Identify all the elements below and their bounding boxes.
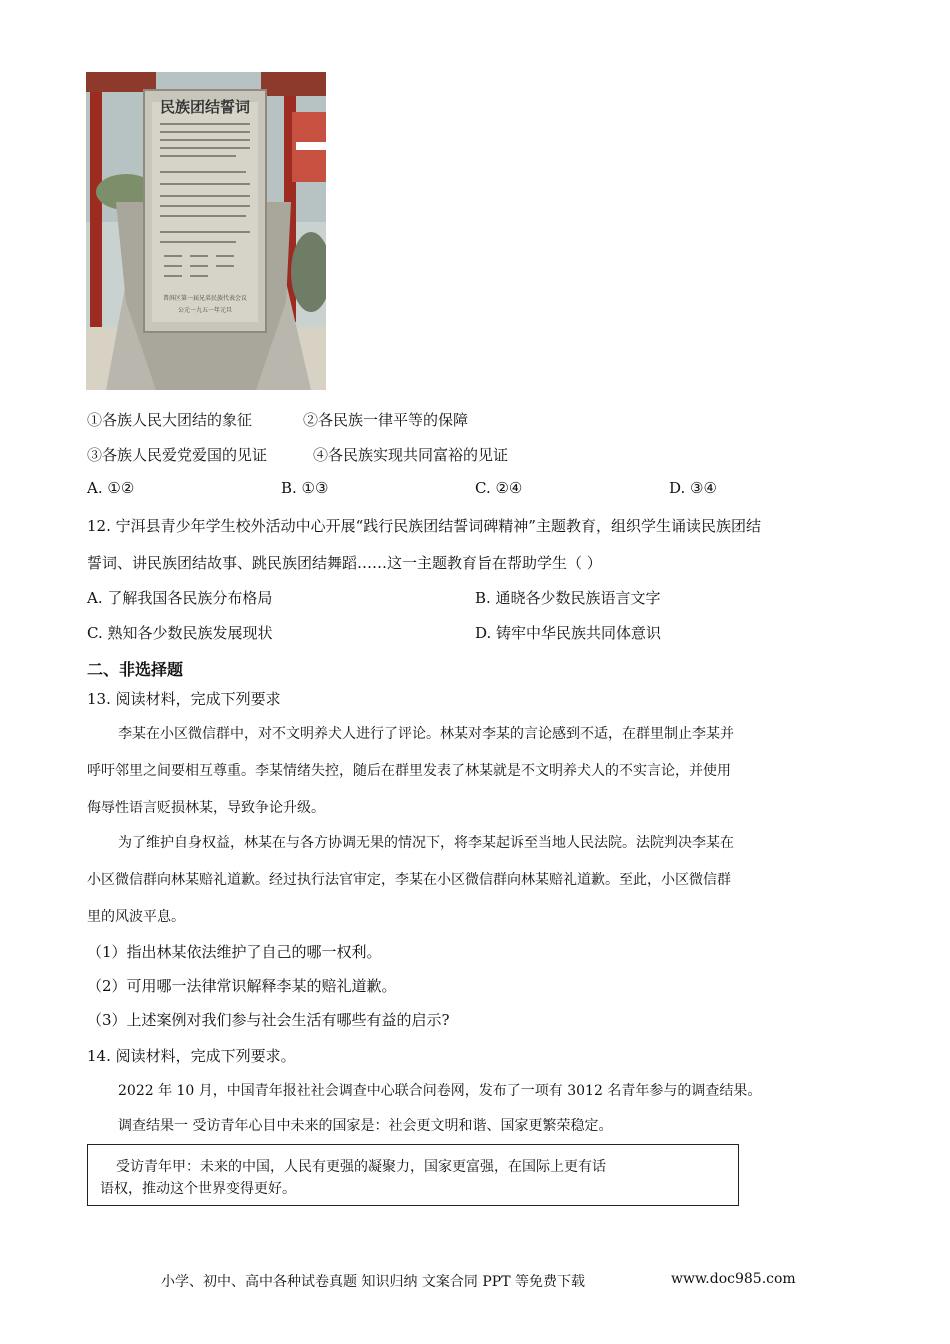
section-heading: 二、非选择题 — [87, 660, 184, 679]
q11-option-3: ③各族人民爱党爱国的见证 — [87, 446, 268, 464]
q13-para1-line-3: 侮辱性语言贬损林某，导致争论升级。 — [87, 800, 325, 816]
q13-para2-line-1: 为了维护自身权益，林某在与各方协调无果的情况下，将李某起诉至当地人民法院。法院判决李某在 — [118, 835, 734, 851]
q11-choice-c: C. ②④ — [475, 479, 523, 497]
q12-stem-line-2: 誓词、讲民族团结故事、跳民族团结舞蹈……这一主题教育旨在帮助学生（ ） — [87, 554, 602, 572]
q11-option-4: ④各民族实现共同富裕的见证 — [313, 446, 509, 464]
q11-choice-a: A. ①② — [87, 479, 135, 497]
q12-choice-d: D. 铸牢中华民族共同体意识 — [475, 624, 662, 642]
q11-option-2: ②各民族一律平等的保障 — [303, 411, 469, 429]
q11-choice-b: B. ①③ — [281, 479, 329, 497]
q13-para1-line-2: 呼吁邻里之间要相互尊重。李某情绪失控，随后在群里发表了林某就是不文明养犬人的不实言论，并使用 — [87, 763, 731, 779]
q14-quote-line-1: 受访青年甲：未来的中国，人民有更强的凝聚力，国家更富强，在国际上更有话 — [116, 1159, 606, 1175]
q14-para-2: 调查结果一 受访青年心目中未来的国家是：社会更文明和谐、国家更繁荣稳定。 — [118, 1118, 613, 1134]
q13-sub-3: （3）上述案例对我们参与社会生活有哪些有益的启示? — [87, 1011, 450, 1029]
q13-para1-line-1: 李某在小区微信群中，对不文明养犬人进行了评论。林某对李某的言论感到不适，在群里制止李某并 — [118, 726, 734, 742]
inscription-title: 民族团结誓词 — [159, 98, 251, 116]
q12-choice-c: C. 熟知各少数民族发展现状 — [87, 624, 273, 642]
q13-para2-line-3: 里的风波平息。 — [87, 909, 185, 925]
q12-choice-b: B. 通晓各少数民族语言文字 — [475, 589, 661, 607]
q13-para2-line-2: 小区微信群向林某赔礼道歉。经过执行法官审定，李某在小区微信群向林某赔礼道歉。至此，小区微信群 — [87, 872, 731, 888]
footer-text: 小学、初中、高中各种试卷真题 知识归纳 文案合同 PPT 等免费下载 — [161, 1274, 585, 1290]
q12-choice-a: A. 了解我国各民族分布格局 — [87, 589, 273, 607]
footer-site-link[interactable]: www.doc985.com — [671, 1271, 796, 1287]
q14-quote-line-2: 语权，推动这个世界变得更好。 — [100, 1181, 296, 1197]
q11-option-1: ①各族人民大团结的象征 — [87, 411, 253, 429]
q13-sub-1: （1）指出林某依法维护了自己的哪一权利。 — [87, 943, 382, 961]
q12-stem-line-1: 12. 宁洱县青少年学生校外活动中心开展“践行民族团结誓词碑精神”主题教育，组织学生诵读民族团结 — [87, 517, 761, 535]
q13-sub-2: （2）可用哪一法律常识解释李某的赔礼道歉。 — [87, 977, 397, 995]
monument-photo — [86, 72, 326, 390]
q14-quote-box — [87, 1144, 739, 1206]
q11-choice-d: D. ③④ — [669, 479, 717, 497]
monument-illustration — [86, 72, 326, 390]
inscription-footer-1: 普洱区第一届兄弟民族代表会议 — [162, 295, 248, 302]
q14-para-1: 2022 年 10 月，中国青年报社社会调查中心联合问卷网，发布了一项有 3012 名青年参与的调查结果。 — [118, 1083, 762, 1099]
q13-stem: 13. 阅读材料，完成下列要求 — [87, 690, 281, 708]
inscription-footer-2: 公元一九五一年元旦 — [177, 307, 233, 314]
q14-stem: 14. 阅读材料，完成下列要求。 — [87, 1047, 296, 1065]
